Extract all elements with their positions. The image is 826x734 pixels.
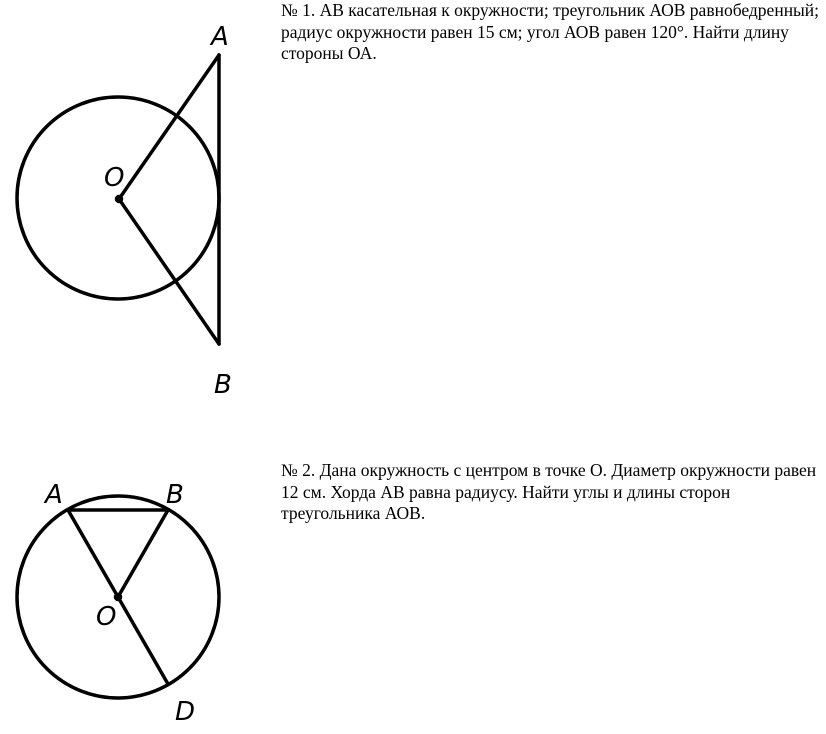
problem-1-text: № 1. АВ касательная к окружности; треугольник АОВ равнобедренный; радиус окружности равен 15 см; угол АОВ равен 120°. Найти длину стороны ОА. bbox=[281, 0, 820, 63]
figure-2-center-point bbox=[116, 595, 121, 600]
figure-1 bbox=[17, 55, 219, 344]
figure-2-label-a: A bbox=[45, 480, 63, 510]
figure-2-label-b: B bbox=[166, 480, 184, 510]
figure-1-center-point bbox=[117, 197, 122, 202]
figure-2-segment-ob bbox=[118, 510, 168, 597]
figure-2-label-o: O bbox=[96, 602, 117, 632]
figure-2 bbox=[17, 496, 219, 698]
figure-1-label-b: B bbox=[214, 370, 232, 400]
figure-1-segment-ob bbox=[119, 199, 219, 344]
figure-1-label-a: A bbox=[211, 22, 229, 52]
figure-1-label-o: O bbox=[104, 163, 125, 193]
figure-1-segment-oa bbox=[119, 55, 219, 199]
problem-2-text: № 2. Дана окружность с центром в точке О. Диаметр окружности равен 12 см. Хорда АВ равна радиусу. Найти углы и длины сторон треугольника АОВ. bbox=[281, 460, 817, 523]
figure-2-label-d: D bbox=[175, 697, 196, 727]
